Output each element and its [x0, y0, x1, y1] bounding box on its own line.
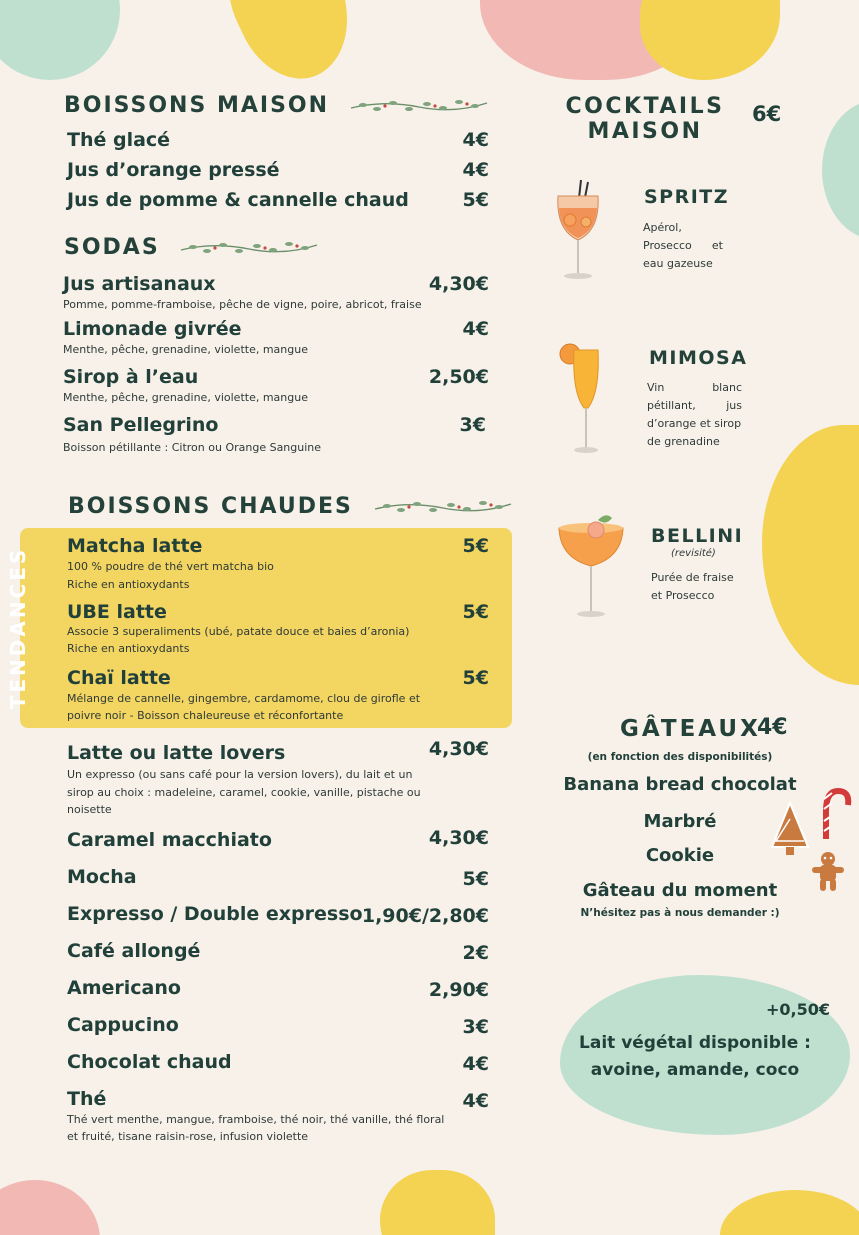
item-desc: Un expresso (ou sans café pour la version lovers), du lait et un [67, 768, 413, 781]
mimosa-desc [647, 379, 742, 451]
item-price: 3€ [462, 1016, 489, 1038]
mimosa-desc-line: d’orange et sirop [647, 417, 742, 430]
item-price: 4€ [462, 1090, 489, 1112]
item-name: Latte ou latte lovers [67, 742, 286, 764]
item-name: Thé [67, 1088, 107, 1110]
mimosa-desc-line: Vin blanc [647, 381, 742, 394]
bellini-sub: (revisité) [671, 548, 716, 559]
item-desc: Menthe, pêche, grenadine, violette, mangue [63, 391, 308, 404]
item-name: Jus de pomme & cannelle chaud [67, 189, 409, 211]
gateaux-note: (en fonction des disponibilités) [587, 751, 773, 763]
item-desc: poivre noir - Boisson chaleureuse et réconfortante [67, 709, 344, 722]
spritz-desc-line: Apérol, [643, 221, 682, 234]
item-desc: Boisson pétillante : Citron ou Orange Sanguine [63, 441, 322, 454]
lait-line2: avoine, amande, coco [590, 1060, 800, 1080]
item-desc: 100 % poudre de thé vert matcha bio [67, 560, 274, 573]
item-price: 5€ [462, 667, 489, 689]
blob-mint-right [822, 100, 859, 240]
item-price: 4,30€ [428, 827, 489, 849]
blob-yellow-top [208, 0, 371, 96]
item-desc: Mélange de cannelle, gingembre, cardamome, clou de girofle et [67, 692, 421, 705]
item-price: 4,30€ [428, 738, 489, 760]
tendances-label: TENDANCES [6, 546, 30, 710]
bellini-glass-icon [554, 510, 628, 622]
bellini-desc-line: Purée de fraise [651, 571, 734, 584]
item-price: 4€ [462, 318, 489, 340]
item-name: San Pellegrino [63, 414, 219, 436]
boissons-maison-title [64, 93, 489, 118]
item-desc: et fruité, tisane raisin-rose, infusion violette [67, 1130, 309, 1143]
item-name: Limonade givrée [63, 318, 242, 340]
item-desc: noisette [67, 803, 112, 816]
bellini-name: BELLINI [651, 525, 744, 547]
item-price: 2,50€ [428, 366, 489, 388]
bellini-desc-line: et Prosecco [651, 589, 715, 602]
item-desc: Menthe, pêche, grenadine, violette, mangue [63, 343, 308, 356]
cocktails-title-line1: COCKTAILS [565, 94, 725, 119]
gateau-item: Gâteau du moment [582, 880, 778, 901]
item-name: Jus artisanaux [63, 273, 216, 295]
garland-icon [179, 239, 319, 257]
item-price: 2,90€ [428, 979, 489, 1001]
gateau-item: Banana bread chocolat [563, 774, 797, 795]
blob-yellow-right [762, 425, 859, 685]
item-name: Chaï latte [67, 667, 171, 689]
gateaux-price: 4€ [757, 715, 788, 740]
item-name: Expresso / Double expresso [67, 903, 363, 925]
item-desc: Associe 3 superaliments (ubé, patate douce et baies d’aronia) [67, 625, 410, 638]
blob-mint-top-left [0, 0, 120, 80]
gateau-item: Cookie [645, 845, 715, 866]
item-name: Cappucino [67, 1014, 179, 1036]
lait-line1: Lait végétal disponible : [579, 1033, 811, 1053]
item-price: 4€ [462, 159, 489, 181]
boissons-chaudes-title [68, 494, 513, 519]
sodas-title-text: SODAS [64, 235, 160, 260]
item-price: 5€ [462, 868, 489, 890]
item-price: 4,30€ [428, 273, 489, 295]
item-price: 1,90€/2,80€ [361, 905, 489, 927]
mimosa-name: MIMOSA [649, 347, 748, 369]
spritz-glass-icon [548, 178, 608, 288]
item-price: 2€ [462, 942, 489, 964]
gateaux-title [620, 716, 761, 742]
item-desc: Thé vert menthe, mangue, framboise, thé noir, thé vanille, thé floral [67, 1113, 445, 1126]
item-name: Jus d’orange pressé [67, 159, 280, 181]
gateaux-title-text: GÂTEAUX [620, 716, 761, 742]
item-name: Sirop à l’eau [63, 366, 199, 388]
mimosa-glass-icon [554, 342, 614, 462]
item-price: 5€ [462, 189, 489, 211]
item-desc: Riche en antioxydants [67, 578, 190, 591]
mimosa-desc-line: pétillant, jus [647, 399, 742, 412]
item-name: Caramel macchiato [67, 829, 272, 851]
bellini-desc [651, 569, 761, 605]
blob-mint-lait [560, 975, 850, 1135]
item-name: Café allongé [67, 940, 201, 962]
lait-price: +0,50€ [766, 1000, 831, 1019]
cocktails-title [565, 94, 725, 144]
item-name: Chocolat chaud [67, 1051, 232, 1073]
item-price: 3€ [459, 414, 486, 436]
spritz-desc-line: Prosecco et [643, 239, 723, 252]
boissons-maison-title-text: BOISSONS MAISON [64, 93, 330, 118]
item-name: Americano [67, 977, 181, 999]
sodas-title [64, 235, 319, 260]
blob-yellow-bottom-right [720, 1190, 859, 1235]
item-price: 4€ [462, 129, 489, 151]
cocktails-title-line2: MAISON [587, 119, 703, 144]
blob-pink-bottom [0, 1180, 100, 1235]
mimosa-desc-line: de grenadine [647, 435, 720, 448]
boissons-chaudes-title-text: BOISSONS CHAUDES [68, 494, 353, 519]
item-price: 5€ [462, 601, 489, 623]
item-name: Matcha latte [67, 535, 203, 557]
item-desc: Riche en antioxydants [67, 642, 190, 655]
gateaux-footer: N’hésitez pas à nous demander :) [580, 907, 780, 919]
item-desc: Pomme, pomme-framboise, pêche de vigne, poire, abricot, fraise [63, 298, 422, 311]
item-price: 4€ [462, 1053, 489, 1075]
item-name: UBE latte [67, 601, 167, 623]
garland-icon [349, 97, 489, 115]
spritz-desc [643, 219, 723, 273]
spritz-desc-line: eau gazeuse [643, 257, 713, 270]
gingerbread-decor-icon [766, 785, 856, 895]
item-price: 5€ [462, 535, 489, 557]
garland-icon [373, 498, 513, 516]
gateau-item: Marbré [643, 811, 717, 832]
item-desc: sirop au choix : madeleine, caramel, cookie, vanille, pistache ou [67, 786, 421, 799]
blob-yellow-bottom [380, 1170, 495, 1235]
item-name: Mocha [67, 866, 137, 888]
spritz-name: SPRITZ [644, 186, 730, 208]
item-name: Thé glacé [67, 129, 171, 151]
cocktails-price: 6€ [752, 102, 782, 126]
